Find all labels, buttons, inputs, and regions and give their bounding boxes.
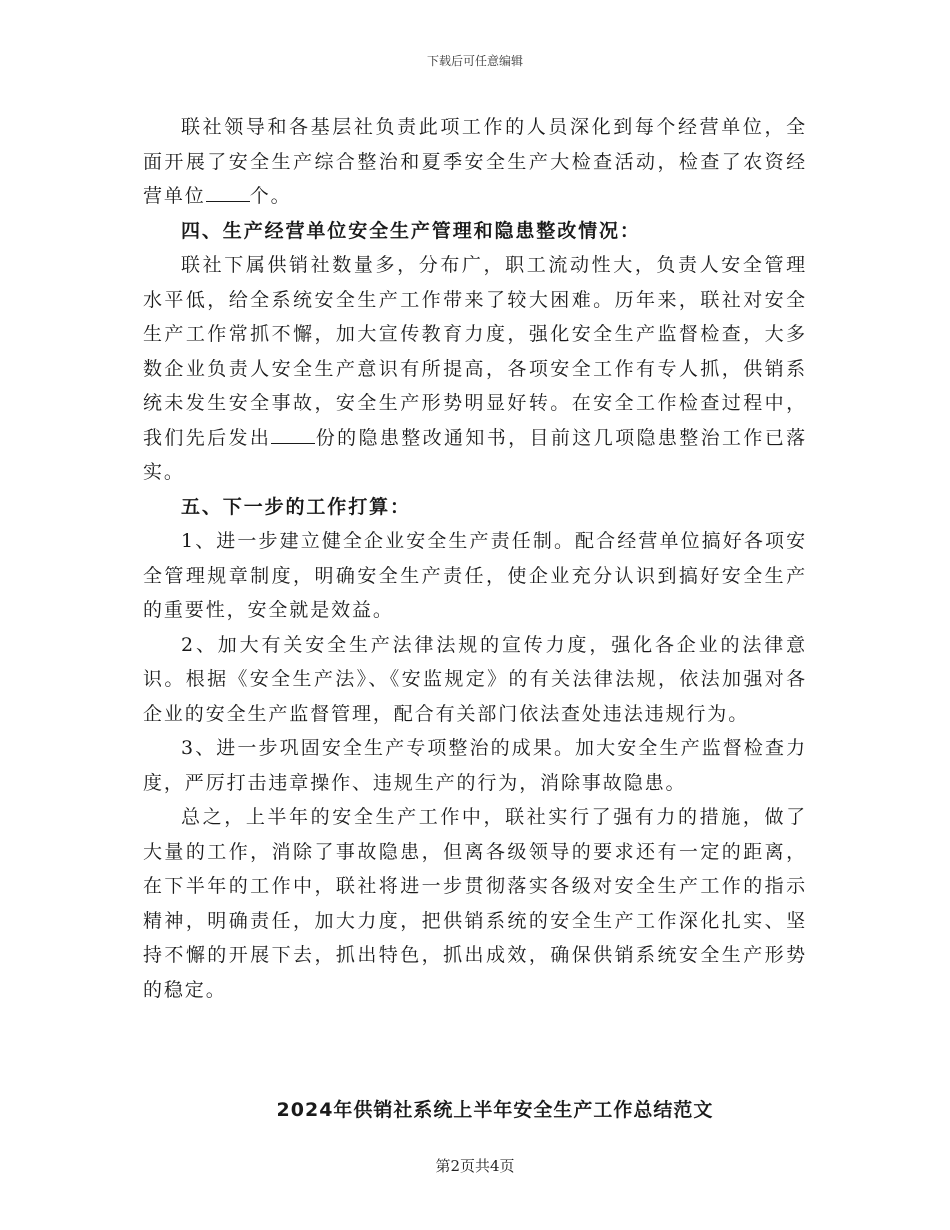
paragraph-hazard-rectification bbox=[143, 248, 807, 490]
paragraph-inspection bbox=[143, 110, 807, 214]
page-number: 第2页共4页 bbox=[435, 1157, 515, 1175]
plan-item-3: 3、进一步巩固安全生产专项整治的成果。加大安全生产监督检查力度，严厉打击违章操作、违规生产的行为，消除事故隐患。 bbox=[143, 737, 807, 794]
plan-item-1: 1、进一步建立健全企业安全生产责任制。配合经营单位搞好各项安全管理规章制度，明确安全生产责任，使企业充分认识到搞好安全生产的重要性，安全就是效益。 bbox=[143, 530, 807, 621]
paragraph-hazard-text: 联社下属供销社数量多，分布广，职工流动性大，负责人安全管理水平低，给全系统安全生产工作带来了较大困难。历年来，联社对安全生产工作常抓不懈，加大宣传教育力度，强化安全生产监督检查，大多数企业负责人安全生产意识有所提高，各项安全工作有专人抓，供销系统未发生安全事故，安全生产形势明显好转。在安全工作检查过程中，我们先后发出 bbox=[143, 254, 807, 449]
header-note: 下载后可任意编辑 bbox=[426, 54, 523, 68]
section-heading-5: 五、下一步的工作打算： bbox=[181, 495, 411, 518]
plan-item-2: 2、加大有关安全生产法律法规的宣传力度，强化各企业的法律意识。根据《安全生产法》、《安监规定》的有关法律法规，依法加强对各企业的安全生产监督管理，配合有关部门依法查处违法违规行为。 bbox=[143, 633, 807, 725]
paragraph-inspection-text: 联社领导和各基层社负责此项工作的人员深化到每个经营单位，全面开展了安全生产综合整治和夏季安全生产大检查活动，检查了农资经营单位 bbox=[143, 116, 807, 207]
blank-underline bbox=[206, 185, 250, 202]
section-heading-4: 四、生产经营单位安全生产管理和隐患整改情况： bbox=[181, 219, 641, 242]
document-title: 2024年供销社系统上半年安全生产工作总结范文 bbox=[276, 1099, 714, 1121]
document-body bbox=[143, 110, 807, 1007]
paragraph-inspection-tail: 个。 bbox=[249, 185, 292, 207]
paragraph-hazard-tail: 份的隐患整改通知书，目前这几项隐患整治工作已落实。 bbox=[143, 426, 807, 483]
blank-underline bbox=[271, 427, 315, 444]
paragraph-summary: 总之，上半年的安全生产工作中，联社实行了强有力的措施，做了大量的工作，消除了事故隐患，但离各级领导的要求还有一定的距离，在下半年的工作中，联社将进一步贯彻落实各级对安全生产工作的指示精神，明确责任，加大力度，把供销系统的安全生产工作深化扎实、坚持不懈的开展下去，抓出特色，抓出成效，确保供销系统安全生产形势的稳定。 bbox=[143, 806, 807, 1001]
